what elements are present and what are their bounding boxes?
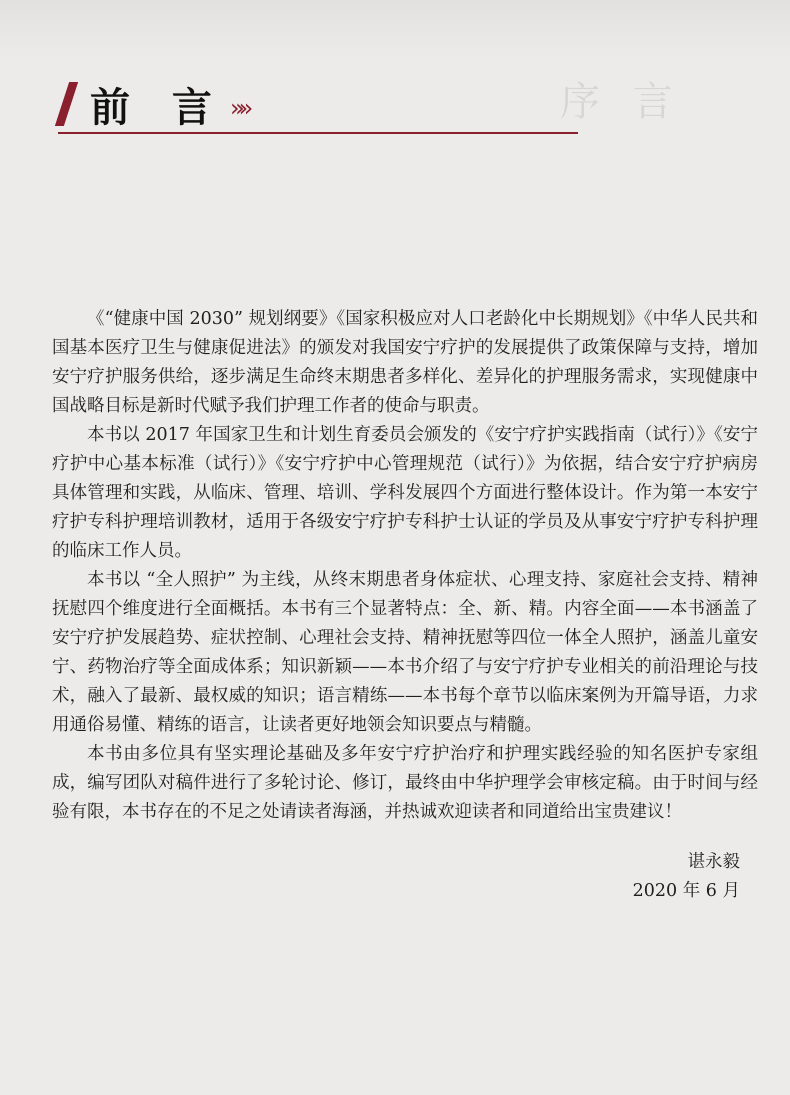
paragraph-2: 本书以 2017 年国家卫生和计划生育委员会颁发的《安宁疗护实践指南（试行）》《安宁疗护中心基本标准（试行）》《安宁疗护中心管理规范（试行）》为依据，结合安宁疗护病房具体管理和实践，从临床、管理、培训、学科发展四个方面进行整体设计。作为第一本安宁疗护专科护理培训教材，适用于各级安宁疗护专科护士认证的学员及从事安宁疗护专科护理的临床工作人员。 bbox=[52, 425, 758, 561]
chevron-right-icon: »» bbox=[230, 94, 248, 122]
preface-body bbox=[52, 305, 758, 827]
heading-underline bbox=[58, 132, 578, 134]
page-title: 前 言 bbox=[90, 85, 226, 131]
paragraph-3: 本书以 “全人照护” 为主线，从终末期患者身体症状、心理支持、家庭社会支持、精神抚慰四个维度进行全面概括。本书有三个显著特点：全、新、精。内容全面——本书涵盖了安宁疗护发展趋势、症状控制、心理社会支持、精神抚慰等四位一体全人照护，涵盖儿童安宁、药物治疗等全面成体系；知识新颖——本书介绍了与安宁疗护专业相关的前沿理论与技术，融入了最新、最权威的知识；语言精练——本书每个章节以临床案例为开篇导语，力求用通俗易懂、精练的语言，让读者更好地领会知识要点与精髓。 bbox=[52, 570, 758, 735]
page-top-band bbox=[0, 0, 790, 58]
paragraph-1: 《“健康中国 2030” 规划纲要》《国家积极应对人口老龄化中长期规划》《中华人民共和国基本医疗卫生与健康促进法》的颁发对我国安宁疗护的发展提供了政策保障与支持，增加安宁疗护服务供给，逐步满足生命终末期患者多样化、差异化的护理服务需求，实现健康中国战略目标是新时代赋予我们护理工作者的使命与职责。 bbox=[52, 309, 758, 416]
signature-date: 2020 年 6 月 bbox=[632, 881, 740, 901]
signature-block bbox=[560, 848, 740, 906]
author-name: 谌永毅 bbox=[687, 852, 740, 872]
heading-accent-bar bbox=[55, 82, 78, 126]
paragraph-4: 本书由多位具有坚实理论基础及多年安宁疗护治疗和护理实践经验的知名医护专家组成，编写团队对稿件进行了多轮讨论、修订，最终由中华护理学会审核定稿。由于时间与经验有限，本书存在的不足之处请读者海涵，并热诚欢迎读者和同道给出宝贵建议！ bbox=[52, 744, 758, 822]
bleed-through-heading: 序 言 bbox=[560, 79, 683, 125]
preface-heading bbox=[58, 70, 578, 130]
